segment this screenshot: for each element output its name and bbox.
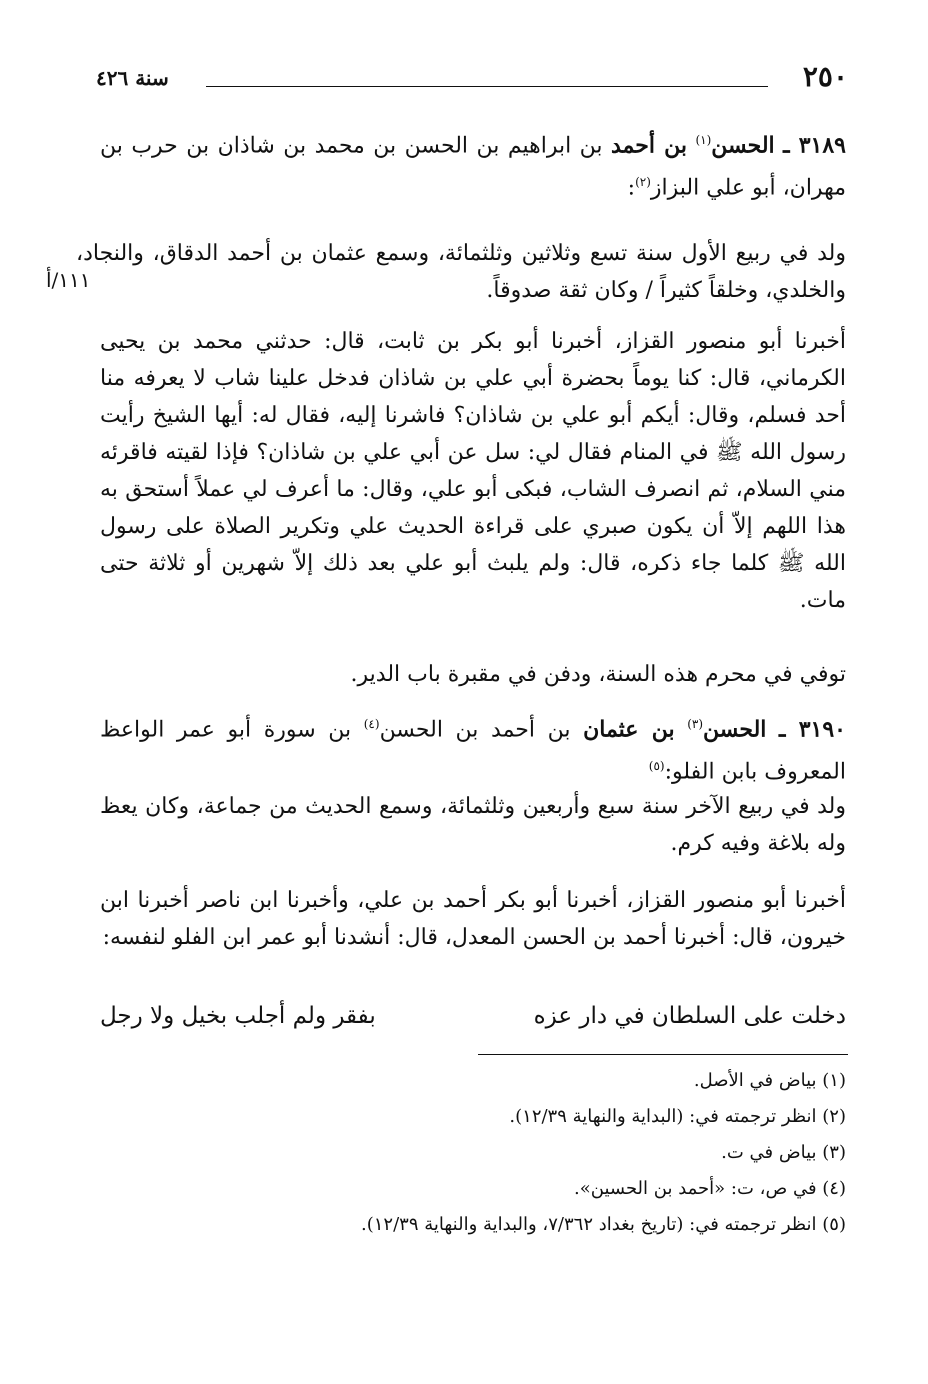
entry-lineage: بن ابراهيم بن الحسن بن محمد بن شاذان بن حرب بن مهران، أبو علي البزاز xyxy=(100,133,846,201)
entry-3190-heading xyxy=(100,706,846,791)
paragraph-birth-3190: ولد في ربيع الآخر سنة سبع وأربعين وثلثمائة، وسمع الحديث من جماعة، وكان يعظ وله بلاغة وفيه كرم. xyxy=(100,794,846,856)
verse-first-hemistich: دخلت على السلطان في دار عزه xyxy=(533,1003,846,1029)
entry-lineage-a: بن أحمد بن الحسن xyxy=(379,717,571,743)
footnote: (١) بياض في الأصل. xyxy=(693,1070,846,1091)
footnote-ref: (١) xyxy=(695,133,712,147)
paragraph-birth-3189: ولد في ربيع الأول سنة تسع وثلاثين وثلثمائة، وسمع عثمان بن أحمد الدقاق، والنجاد، والخلدي، وخلقاً كثيراً / وكان ثقة صدوقاً. xyxy=(76,241,846,303)
entry-3189-heading xyxy=(100,122,846,207)
verse-second-hemistich: بفقر ولم أجلب بخيل ولا رجل xyxy=(100,1003,376,1029)
header-year-title: سنة ٤٢٦ xyxy=(96,66,169,90)
entry-name-father: بن عثمان xyxy=(583,716,675,743)
footnote-ref: (٤) xyxy=(363,717,380,731)
entry-number: ٣١٨٩ ـ xyxy=(783,132,846,159)
manuscript-margin-ref: ١١١/أ xyxy=(46,268,91,292)
entry-number: ٣١٩٠ ـ xyxy=(779,716,846,743)
footnote: (٢) انظر ترجمته في: (البداية والنهاية ١٢/٣٩). xyxy=(509,1106,846,1127)
footnote: (٥) انظر ترجمته في: (تاريخ بغداد ٧/٣٦٢، والبداية والنهاية ١٢/٣٩). xyxy=(361,1214,846,1235)
entry-name: الحسن xyxy=(703,716,767,743)
poem-verse xyxy=(100,1003,846,1043)
paragraph-narration: أخبرنا أبو منصور القزاز، أخبرنا أبو بكر بن ثابت، قال: حدثني محمد بن يحيى الكرماني، قال: كنا يوماً بحضرة أبي علي بن شاذان فدخل علينا شاب لا يعرفه منا أحد فسلم، وقال: أيكم أبو علي بن شاذان؟ فاشرنا إليه، فقال له: أيها الشيخ رأيت رسول الله ﷺ في المنام فقال لي: سل عن أبي علي بن شاذان؟ فإذا لقيته فاقرئه مني السلام، ثم انصرف الشاب، فبكى أبو علي، وقال: ما أعرف لي عملاً أستحق به هذا اللهم إلاّ أن يكون صبري على قراءة الحديث علي وتكرير الصلاة على رسول الله ﷺ كلما جاء ذكره، قال: ولم يلبث أبو علي بعد ذلك إلاّ شهرين أو ثلاثة حتى مات. xyxy=(100,329,846,613)
entry-lineage-end: : xyxy=(627,175,636,201)
page-number: ٢٥٠ xyxy=(802,60,848,93)
footnote-separator xyxy=(478,1054,848,1055)
header-rule xyxy=(206,86,768,87)
footnote: (٤) في ص، ت: «أحمد بن الحسين». xyxy=(574,1178,846,1199)
footnote-ref: (٥) xyxy=(648,759,665,774)
paragraph-isnad: أخبرنا أبو منصور القزاز، أخبرنا أبو بكر أحمد بن علي، وأخبرنا ابن ناصر أخبرنا ابن خيرون، قال: أخبرنا أحمد بن الحسن المعدل، قال: أنشدنا أبو عمر ابن الفلو لنفسه: xyxy=(100,888,846,950)
entry-name: الحسن xyxy=(711,132,775,159)
footnote: (٣) بياض في ت. xyxy=(721,1142,846,1163)
footnote-ref: (٢) xyxy=(635,175,651,190)
paragraph-death: توفي في محرم هذه السنة، ودفن في مقبرة باب الدير. xyxy=(350,662,846,687)
running-header xyxy=(96,60,848,100)
entry-name-father: بن أحمد xyxy=(611,132,687,159)
footnote-ref: (٣) xyxy=(687,717,704,731)
entry-lineage-b: بن سورة أبو عمر الواعظ المعروف بابن الفلو: xyxy=(100,717,846,785)
